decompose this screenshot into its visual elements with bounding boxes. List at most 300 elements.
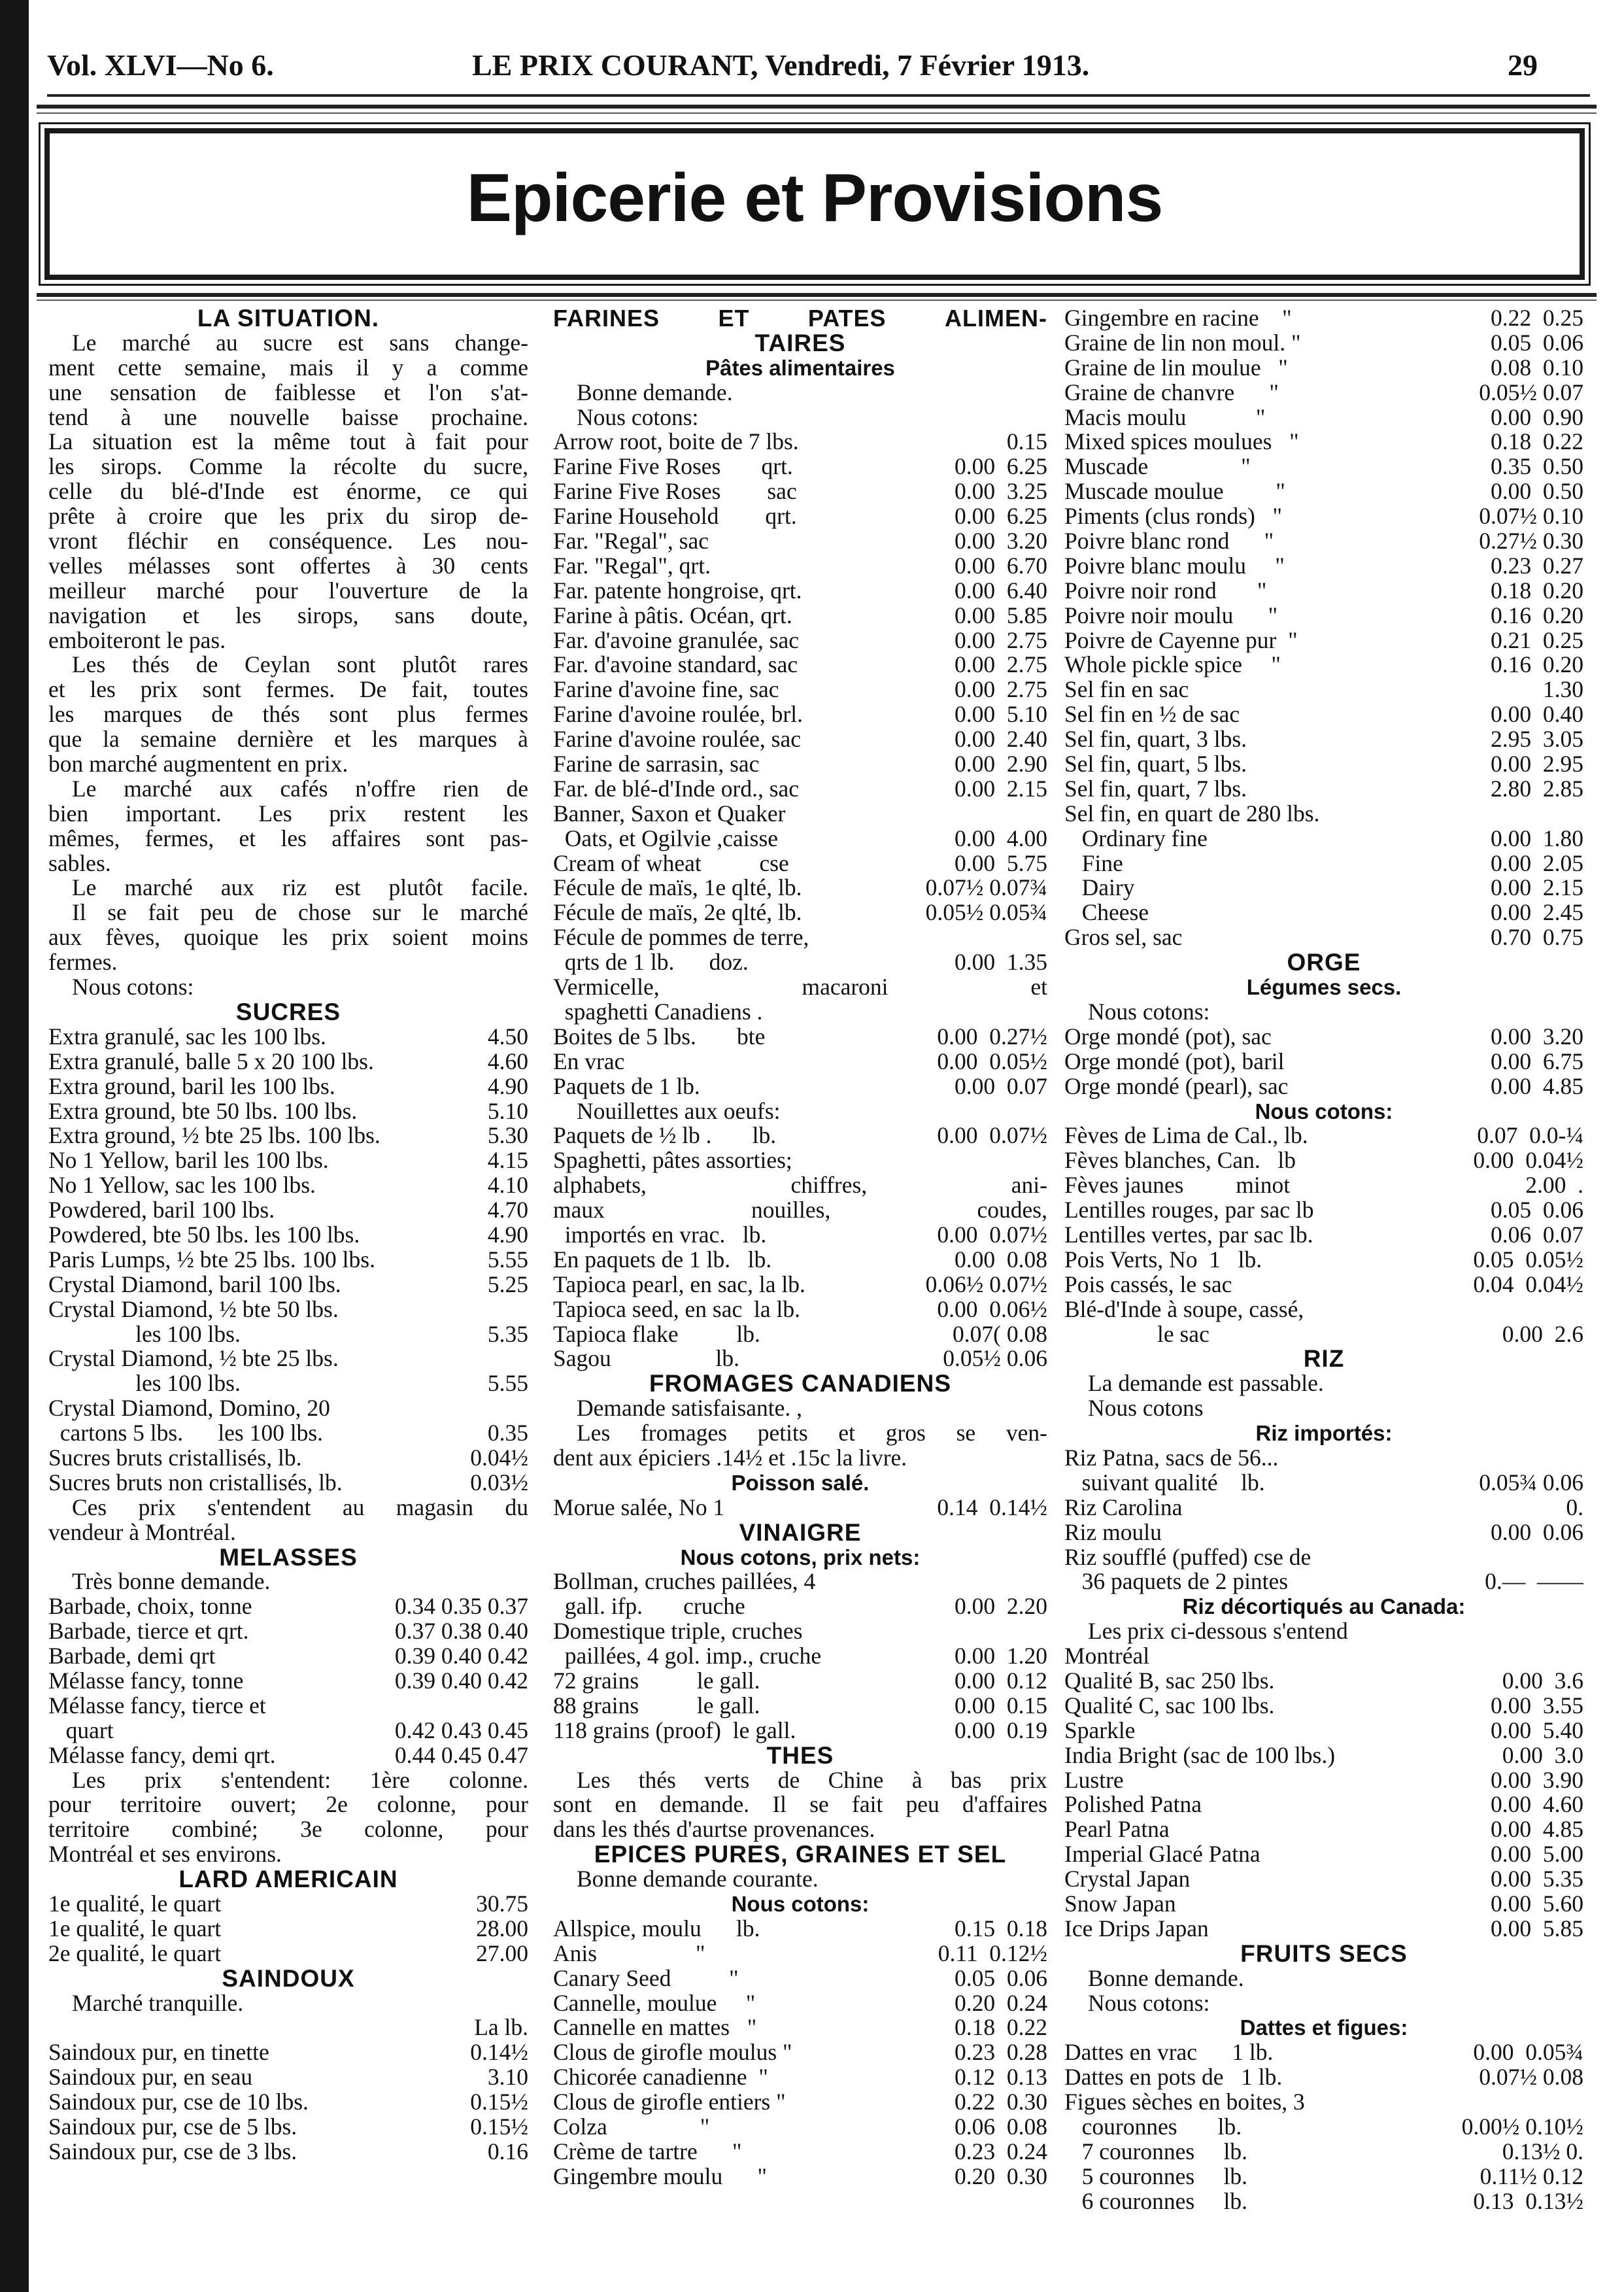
word: verts [704, 1768, 750, 1793]
word: sont [235, 553, 275, 579]
item-label: Cannelle en mattes " [553, 2015, 757, 2041]
text-line [48, 727, 528, 752]
word: pour [485, 430, 528, 455]
publication-title-date: LE PRIX COURANT, Vendredi, 7 Février 1913. [472, 48, 1090, 82]
text-line [48, 381, 528, 405]
word: peu [200, 900, 234, 926]
word: tend [48, 405, 89, 430]
word: est [335, 876, 361, 901]
item-price: 0.00 0.40 [1491, 702, 1583, 728]
price-row [553, 1322, 1047, 1347]
item-price: 0.00 0.15 [955, 1693, 1047, 1719]
word: y [392, 355, 404, 381]
item-price: 30.75 [476, 1892, 528, 1917]
item-label: Lustre [1064, 1768, 1124, 1793]
price-row [1064, 1173, 1583, 1198]
item-label: Qualité B, sac 250 lbs. [1064, 1668, 1275, 1694]
word: Les [577, 1768, 611, 1793]
word: 3e [300, 1817, 322, 1843]
word: important. [125, 801, 222, 827]
item-price: 0.00 5.85 [1491, 1916, 1583, 1941]
item-label: Cannelle, moulue " [553, 1991, 756, 2016]
item-price: 0.00 2.05 [1491, 851, 1583, 876]
price-row [553, 851, 1047, 876]
word: de [224, 380, 246, 405]
item-label: Farine d'avoine roulée, sac [553, 727, 801, 753]
word: Chine [828, 1768, 884, 1793]
word: vront [48, 529, 97, 554]
text-line: Riz Patna, sacs de 56... [1064, 1445, 1279, 1471]
word: de [211, 702, 233, 728]
item-label: Farine d'avoine fine, sac [553, 677, 779, 703]
item-price: 0.00 2.75 [955, 628, 1047, 653]
word: sans [394, 603, 435, 628]
text-line [48, 604, 528, 628]
word: territoire [48, 1817, 130, 1843]
word: récolte [333, 454, 397, 480]
word: la [103, 727, 120, 753]
price-row [48, 1123, 528, 1148]
item-label: Graine de chanvre " [1064, 380, 1279, 405]
section-heading: LA SITUATION. [197, 306, 380, 331]
item-price: 2.00 . [1525, 1173, 1583, 1199]
word: de [506, 776, 528, 802]
word: les [371, 727, 398, 753]
word: territoire [120, 1792, 202, 1818]
price-row [1064, 2189, 1583, 2214]
item-label: Extra granulé, sac les 100 lbs. [48, 1024, 326, 1050]
thin-rule [37, 112, 1597, 114]
word: prix [140, 677, 178, 703]
word: à [396, 553, 407, 579]
word: de [195, 653, 218, 678]
word: doute, [471, 603, 528, 628]
item-price: 0. [1566, 1495, 1583, 1520]
price-row [1064, 752, 1583, 777]
item-label: Barbade, demi qrt [48, 1644, 216, 1669]
item-label: Colza " [553, 2115, 710, 2140]
price-row [48, 1471, 528, 1496]
word: ALIMEN- [945, 306, 1047, 331]
word: coudes, [977, 1198, 1047, 1223]
item-price: 0.00 2.6 [1502, 1322, 1583, 1347]
word: les [280, 826, 307, 851]
price-row [48, 1719, 528, 1743]
item-price: 0.00 4.00 [955, 826, 1047, 851]
word: Les [422, 529, 456, 554]
page-number: 29 [1508, 48, 1538, 82]
price-row [1064, 1074, 1583, 1099]
word: marché [124, 876, 193, 901]
price-row [553, 653, 1047, 677]
word: nou- [485, 529, 528, 554]
item-price: 0.00 0.06 [1491, 1520, 1583, 1545]
item-price: 0.07½ 0.08 [1479, 2065, 1583, 2091]
item-label: Lentilles vertes, par sac lb. [1064, 1222, 1313, 1248]
price-row [1064, 925, 1583, 950]
word: s'entendent [207, 1495, 311, 1520]
item-price: 0.00 5.85 [955, 603, 1047, 628]
price-row [553, 777, 1047, 802]
item-label: Poivre blanc moulu " [1064, 553, 1285, 579]
item-label: Poivre de Cayenne pur " [1064, 628, 1298, 653]
price-row [1064, 1123, 1583, 1148]
word: et [239, 826, 256, 851]
word: thés [132, 653, 170, 678]
price-row [1064, 479, 1583, 504]
text-line: Banner, Saxon et Quaker [553, 801, 786, 827]
word: peu [905, 1792, 939, 1818]
item-label: Muscade moulue " [1064, 479, 1285, 505]
item-label: Tapioca flake lb. [553, 1322, 760, 1347]
item-price: 0.05 0.06 [1491, 1198, 1583, 1223]
word: pas- [489, 826, 528, 851]
item-price: 0.13½ 0. [1502, 2139, 1583, 2164]
price-row [1064, 306, 1583, 331]
word: quoique [184, 925, 259, 951]
price-row [553, 1941, 1047, 1966]
word: fait [148, 900, 179, 926]
text-line [48, 579, 528, 604]
text-line [553, 1198, 1047, 1223]
item-label: Qualité C, sac 100 lbs. [1064, 1693, 1275, 1719]
section-heading: TAIRES [754, 330, 846, 356]
item-price: 0.00 2.20 [955, 1594, 1047, 1620]
item-label: Powdered, baril 100 lbs. [48, 1198, 275, 1223]
item-price: 0.23 0.24 [955, 2139, 1047, 2164]
price-row [1064, 1248, 1583, 1273]
price-row [553, 1223, 1047, 1248]
text-line [553, 1792, 1047, 1817]
item-price: 0.00 0.90 [1491, 405, 1583, 430]
item-price: 0.35 0.50 [1491, 454, 1583, 480]
item-label: Farine Five Roses sac [553, 479, 797, 505]
word: maux [553, 1198, 605, 1223]
word: les [279, 504, 305, 530]
text-line: Bonne demande courante. [577, 1867, 819, 1892]
item-price: 5.35 [487, 1322, 528, 1347]
item-label: India Bright (sac de 100 lbs.) [1064, 1743, 1336, 1768]
item-label: Extra ground, ½ bte 25 lbs. 100 lbs. [48, 1123, 381, 1149]
word: plus [397, 702, 436, 728]
price-row [553, 752, 1047, 777]
item-price: 0.00 1.20 [955, 1644, 1047, 1669]
item-price: 0.00 4.85 [1491, 1074, 1583, 1099]
word: la [237, 430, 254, 455]
column-right [1064, 306, 1583, 2214]
item-price: 0.00 4.85 [1491, 1817, 1583, 1843]
text-line: Riz soufflé (puffed) cse de [1064, 1545, 1311, 1570]
word: conséquence. [268, 529, 394, 554]
word: thés [638, 1768, 676, 1793]
item-price: 0.00 5.60 [1491, 1892, 1583, 1917]
word: prix [331, 925, 369, 951]
item-price: 0.07( 0.08 [953, 1322, 1047, 1347]
word: mais [289, 355, 333, 381]
price-row [1064, 381, 1583, 405]
item-price: 0.06½ 0.07½ [925, 1272, 1047, 1297]
item-price: 0.42 0.43 0.45 [394, 1718, 528, 1743]
item-price: 0.00 5.40 [1491, 1718, 1583, 1743]
section-heading: THES [766, 1743, 834, 1768]
text-line: Domestique triple, cruches [553, 1619, 803, 1645]
text-line: Nous cotons: [1088, 999, 1210, 1025]
item-price: 0.34 0.35 0.37 [394, 1594, 528, 1620]
text-line: emboiteront le pas. [48, 628, 226, 653]
item-label: 118 grains (proof) le gall. [553, 1718, 796, 1743]
price-row [1064, 1273, 1583, 1297]
item-price: La lb. [474, 2015, 528, 2041]
price-row [553, 430, 1047, 454]
item-price: 0.18 0.20 [1491, 578, 1583, 604]
price-row [48, 2015, 528, 2040]
item-label: No 1 Yellow, baril les 100 lbs. [48, 1148, 329, 1174]
item-label: Farine à pâtis. Océan, qrt. [553, 603, 792, 628]
word: toutes [473, 677, 528, 703]
word: se [956, 1421, 976, 1446]
word: semaine, [184, 355, 267, 381]
column-left [48, 306, 528, 2164]
column-middle [553, 306, 1047, 2189]
item-price: 0.23 0.27 [1491, 553, 1583, 579]
text-line: vendeur à Montréal. [48, 1520, 236, 1545]
text-line: Les prix ci-dessous s'entend [1088, 1619, 1348, 1645]
word: à [911, 1768, 922, 1793]
item-price: 0.00 0.07½ [937, 1123, 1047, 1149]
word: et [383, 380, 401, 405]
item-price: 0.20 0.24 [955, 1991, 1047, 2016]
word: prochaine. [431, 405, 528, 430]
item-label: No 1 Yellow, sac les 100 lbs. [48, 1173, 316, 1199]
section-heading: Pâtes alimentaires [705, 355, 895, 380]
word: cents [481, 553, 528, 579]
item-price: 0.14 0.14½ [937, 1495, 1047, 1520]
word: Le [72, 330, 97, 356]
price-row [553, 2015, 1047, 2040]
item-price: 0.00 0.08 [955, 1247, 1047, 1273]
word: est [292, 479, 319, 505]
price-row [1064, 1719, 1583, 1743]
item-label: Oats, et Ogilvie ,caisse [553, 826, 779, 851]
section-heading: SUCRES [235, 999, 341, 1025]
price-row [553, 1074, 1047, 1099]
item-label: Chicorée canadienne " [553, 2065, 768, 2091]
section-heading: MELASSES [219, 1545, 358, 1570]
text-line [48, 529, 528, 554]
item-label: Barbade, tierce et qrt. [48, 1619, 249, 1645]
price-row [553, 1346, 1047, 1371]
item-price: 0.44 0.45 0.47 [394, 1743, 528, 1768]
item-price: 0.00 0.50 [1491, 479, 1583, 505]
word: ment [48, 355, 95, 381]
item-label: Fine [1064, 851, 1123, 876]
item-label: Fécule de maïs, 1e qlté, lb. [553, 876, 802, 901]
text-line [48, 1768, 528, 1793]
word: plutôt [388, 876, 443, 901]
item-price: 0.00 0.04½ [1473, 1148, 1583, 1174]
item-price: 0.00 5.75 [955, 851, 1047, 876]
price-row [553, 2115, 1047, 2140]
price-row [48, 1669, 528, 1694]
item-label: Tapioca pearl, en sac, la lb. [553, 1272, 805, 1297]
item-label: Polished Patna [1064, 1792, 1202, 1818]
item-label: Mélasse fancy, demi qrt. [48, 1743, 276, 1768]
item-price: 0.14½ [470, 2040, 528, 2066]
word: que [48, 727, 82, 753]
item-label: Extra granulé, balle 5 x 20 100 lbs. [48, 1049, 374, 1074]
item-label: Whole pickle spice " [1064, 653, 1281, 678]
item-label: Clous de girofle moulus " [553, 2040, 792, 2066]
price-row [553, 454, 1047, 479]
item-label: Sel fin en ½ de sac [1064, 702, 1240, 728]
item-label: Orge mondé (pearl), sac [1064, 1074, 1289, 1099]
price-row [553, 2164, 1047, 2189]
item-label: gall. ifp. cruche [553, 1594, 745, 1620]
item-label: Lentilles rouges, par sac lb [1064, 1198, 1314, 1223]
word: chiffres, [790, 1173, 868, 1199]
item-price: 0.05½ 0.05¾ [925, 900, 1047, 926]
word: FARINES [553, 306, 660, 331]
word: chose [298, 900, 351, 926]
word: pour [255, 578, 298, 604]
price-row [1064, 430, 1583, 454]
word: et [1030, 975, 1047, 1000]
word: Les [72, 1768, 106, 1793]
price-row [48, 1446, 528, 1471]
item-price: 0.16 0.20 [1491, 653, 1583, 678]
price-row [1064, 579, 1583, 604]
price-row [553, 579, 1047, 604]
item-price: 0.15 0.18 [955, 1916, 1047, 1941]
item-price: 0.00 2.15 [955, 776, 1047, 802]
price-row [553, 628, 1047, 653]
price-row [553, 529, 1047, 554]
price-row [48, 2115, 528, 2140]
item-price: 0.05¾ 0.06 [1479, 1470, 1583, 1496]
price-row [553, 2065, 1047, 2090]
text-line [553, 1768, 1047, 1793]
price-row [48, 2040, 528, 2065]
text-line: Crystal Diamond, ½ bte 50 lbs. [48, 1297, 339, 1322]
item-label: Gros sel, sac [1064, 925, 1183, 951]
item-price: 0.07½ 0.10 [1479, 504, 1583, 530]
word: dernière [237, 727, 314, 753]
text-line [48, 504, 528, 529]
word: du [120, 479, 144, 505]
item-price: 0.35 [487, 1421, 528, 1446]
price-row [48, 1025, 528, 1050]
item-label: Farine d'avoine roulée, brl. [553, 702, 803, 728]
word: Le [72, 876, 97, 901]
text-line: Marché tranquille. [72, 1991, 244, 2016]
word: aux [220, 876, 254, 901]
item-price: 0.05 0.06 [1491, 330, 1583, 356]
price-row [553, 1123, 1047, 1148]
item-price: 0.00 2.75 [955, 677, 1047, 703]
word: mêmes, [48, 826, 120, 851]
word: tout [349, 430, 386, 455]
item-price: 5.55 [487, 1247, 528, 1273]
price-row [553, 1669, 1047, 1694]
price-row [553, 604, 1047, 628]
word: demande. [660, 1792, 750, 1818]
page-edge-shadow [0, 0, 29, 2292]
price-row [48, 1074, 528, 1099]
word: rien [443, 776, 479, 802]
text-line: Figues sèches en boites, 3 [1064, 2090, 1305, 2115]
item-price: 0.00 2.45 [1491, 900, 1583, 926]
item-label: Boites de 5 lbs. bte [553, 1024, 766, 1050]
price-row [48, 2140, 528, 2164]
price-row [1064, 1471, 1583, 1496]
price-row [48, 1941, 528, 1966]
word: fermes [465, 702, 528, 728]
item-price: 0.00 0.27½ [937, 1024, 1047, 1050]
item-price: 0.11½ 0.12 [1480, 2164, 1583, 2189]
item-price: 0.— —— [1485, 1569, 1583, 1595]
word: Comme [189, 454, 263, 480]
price-row [48, 1173, 528, 1198]
item-label: Fèves de Lima de Cal., lb. [1064, 1123, 1308, 1149]
item-price: 0.16 0.20 [1491, 603, 1583, 628]
text-line [48, 479, 528, 504]
text-line: bon marché augmentent en prix. [48, 752, 348, 777]
item-label: Far. d'avoine standard, sac [553, 653, 798, 678]
text-line: Nous cotons [1088, 1396, 1204, 1422]
price-row [1064, 1792, 1583, 1817]
item-price: 0.00 2.90 [955, 752, 1047, 777]
item-label: En vrac [553, 1049, 625, 1074]
item-label: Fécule de maïs, 2e qlté, lb. [553, 900, 802, 926]
item-price: 0.00 6.70 [955, 553, 1047, 579]
word: à [518, 727, 528, 753]
item-label: Powdered, bte 50 lbs. les 100 lbs. [48, 1222, 360, 1248]
word: Ces [72, 1495, 107, 1520]
word: fermes. [265, 677, 335, 703]
word: marques [418, 727, 498, 753]
word: colonne, [377, 1792, 457, 1818]
word: celle [48, 479, 92, 505]
word: au [216, 330, 238, 356]
item-price: 0.06 0.07 [1491, 1222, 1583, 1248]
price-row [553, 900, 1047, 925]
price-row [553, 1273, 1047, 1297]
word: n'offre [355, 776, 416, 802]
word: thés [262, 702, 300, 728]
item-price: 0.00 0.19 [955, 1718, 1047, 1743]
text-line: Blé-d'Inde à soupe, cassé, [1064, 1297, 1304, 1322]
item-label: Snow Japan [1064, 1892, 1176, 1917]
item-price: 0.00 3.0 [1502, 1743, 1583, 1768]
item-label: Graine de lin non moul. " [1064, 330, 1301, 356]
text-line [553, 975, 1047, 1000]
item-label: Graine de lin moulue " [1064, 355, 1288, 381]
price-row [1064, 727, 1583, 752]
word: sur [372, 900, 401, 926]
item-label: Gingembre moulu " [553, 2164, 768, 2189]
word: marché [156, 578, 225, 604]
price-row [1064, 628, 1583, 653]
price-row [1064, 1817, 1583, 1842]
word: Vermicelle, [553, 975, 660, 1000]
section-heading: SAINDOUX [222, 1966, 355, 1991]
price-row [1064, 529, 1583, 554]
word: semaine [140, 727, 217, 753]
price-row [48, 1099, 528, 1124]
price-row [1064, 1842, 1583, 1867]
item-label: Dattes en pots de 1 lb. [1064, 2065, 1283, 2091]
item-price: 5.25 [487, 1272, 528, 1297]
